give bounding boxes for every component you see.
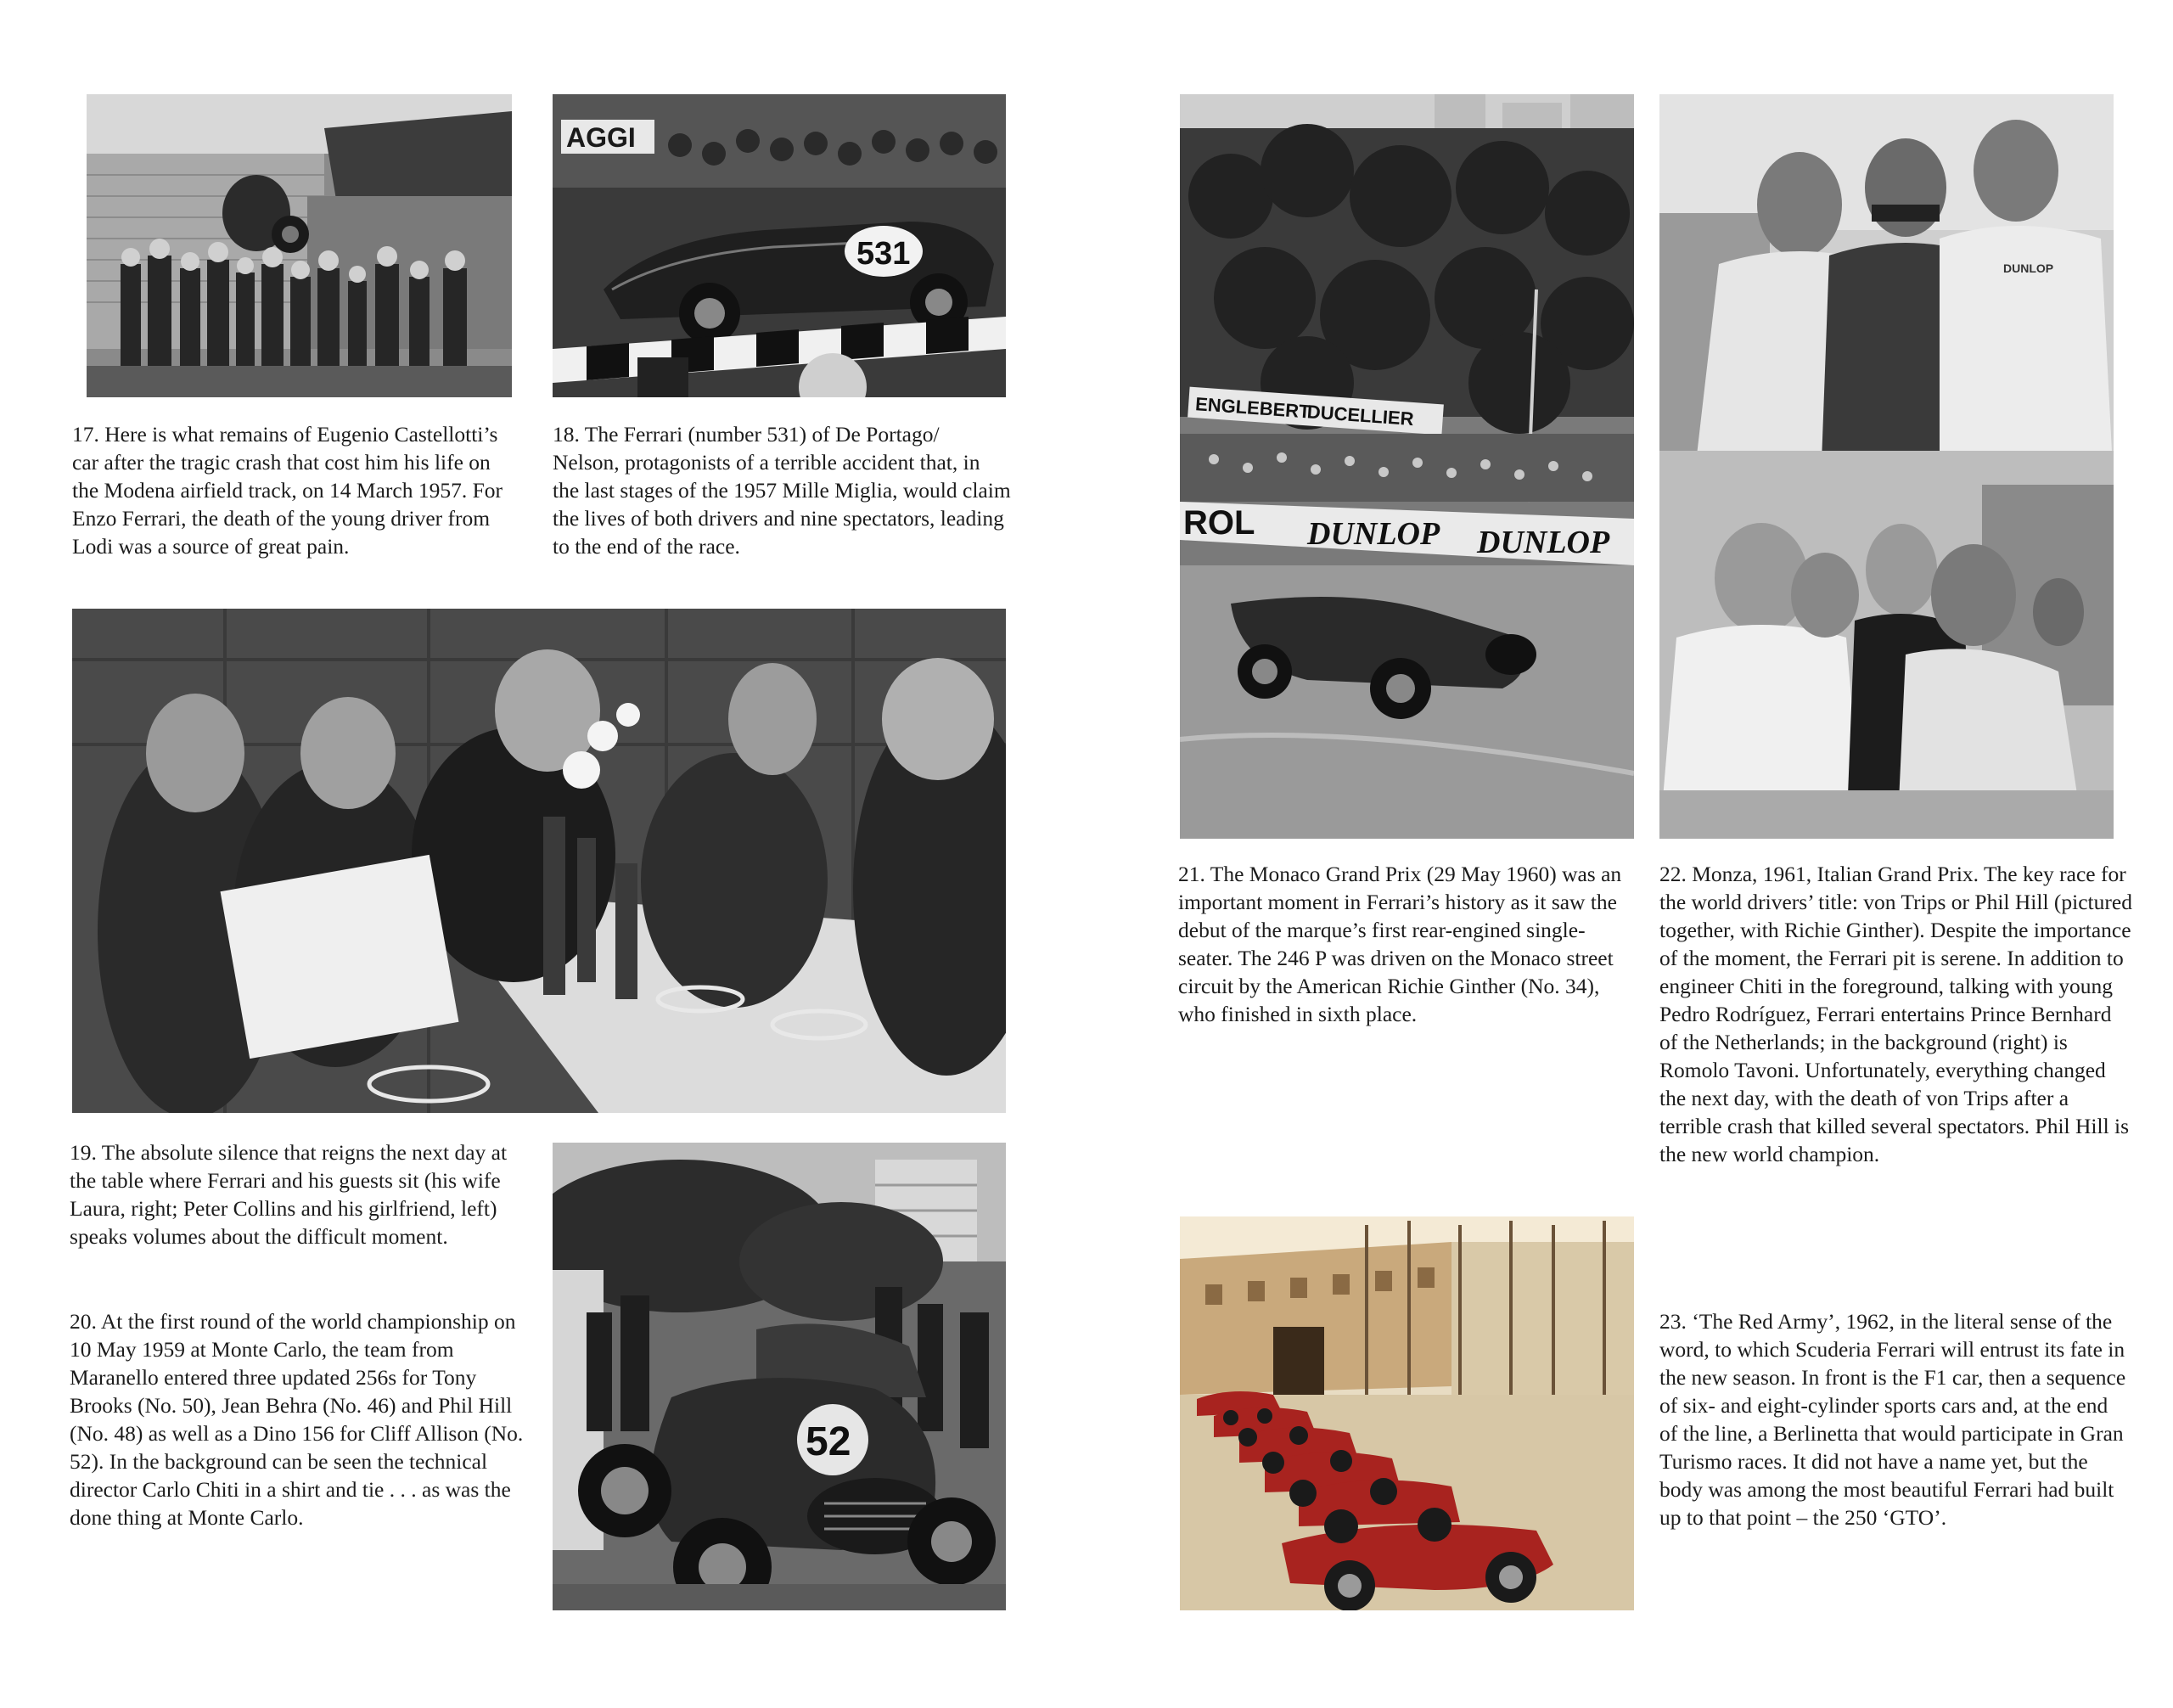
- overall-dunlop-text: DUNLOP: [2003, 261, 2054, 275]
- right-page: [1086, 0, 2173, 1708]
- banner-englebert: ENGLEBERT: [1194, 393, 1311, 423]
- car-number-52: 52: [806, 1419, 851, 1464]
- photo-ferrari-531: [553, 94, 1006, 397]
- left-page: [0, 0, 1086, 1708]
- banner-dunlop-2: DUNLOP: [1477, 525, 1610, 560]
- banner-dunlop-1: DUNLOP: [1307, 516, 1440, 552]
- caption-21: 21. The Monaco Grand Prix (29 May 1960) was an important moment in Ferrari’s history as it saw the debut of the marque’s first rear-engined single-seater. The 246 P was driven on the Monaco street circuit by the American Richie Ginther (No. 34), who finished in sixth place.: [1178, 862, 1622, 1026]
- photo-castellotti-crash: [87, 94, 512, 397]
- banner-ducellier: DUCELLIER: [1306, 401, 1415, 430]
- banner-rol: ROL: [1183, 504, 1255, 542]
- banner-aggi-text: AGGI: [566, 122, 636, 153]
- photo-red-army-1962: [1180, 1216, 1634, 1610]
- caption-17: 17. Here is what remains of Eugenio Castellotti’s car after the tragic crash that cost him his life on the Modena airfield track, on 14 March 1957. For Enzo Ferrari, the death of the young driver from Lodi was a source of great pain.: [72, 422, 503, 559]
- caption-22: 22. Monza, 1961, Italian Grand Prix. The key race for the world drivers’ title: von Trips or Phil Hill (pictured together, with Richie Ginther). Despite the importance of the moment, the Ferrari pit is serene. In addition to engineer Chiti in the foreground, talking with young Pedro Rodríguez, Ferrari entertains Prince Bernhard of the Netherlands; in the background (right) is Romolo Tavoni. Unfortunately, everything changed the next day, with the death of von Trips after a terrible crash that killed several spectators. Phil Hill is the new world champion.: [1659, 862, 2132, 1166]
- caption-18: 18. The Ferrari (number 531) of De Portago/ Nelson, protagonists of a terrible accident that, in the last stages of the 1957 Mille Miglia, would claim the lives of both drivers and nine spectators, leading to the end of the race.: [553, 422, 1011, 559]
- photo-monaco-1960: [1180, 94, 1634, 839]
- photo-monte-carlo-1959: [553, 1143, 1006, 1610]
- caption-20: 20. At the first round of the world championship on 10 May 1959 at Monte Carlo, the team from Maranello entered three updated 256s for Tony Brooks (No. 50), Jean Behra (No. 46) and Phil Hill (No. 48) as well as a Dino 156 for Cliff Allison (No. 52). In the background can be seen the technical director Carlo Chiti in a shirt and tie . . . as was the done thing at Monte Carlo.: [70, 1309, 524, 1530]
- caption-23: 23. ‘The Red Army’, 1962, in the literal sense of the word, to which Scuderia Ferrari will entrust its fate in the new season. In front is the F1 car, then a sequence of six- and eight-cylinder sports cars and, at the end of the line, a Berlinetta that would participate in Gran Turismo races. It did not have a name yet, but the body was among the most beautiful Ferrari had built up to that point – the 250 ‘GTO’.: [1659, 1309, 2126, 1530]
- photo-ferrari-pit-monza: [1659, 485, 2114, 839]
- photo-drivers-monza-1961: [1659, 94, 2114, 485]
- car-number-531: 531: [856, 236, 911, 272]
- photo-ferrari-table: [72, 609, 1006, 1113]
- caption-19: 19. The absolute silence that reigns the next day at the table where Ferrari and his guests sit (his wife Laura, right; Peter Collins and his girlfriend, left) speaks volumes about the difficult moment.: [70, 1140, 508, 1249]
